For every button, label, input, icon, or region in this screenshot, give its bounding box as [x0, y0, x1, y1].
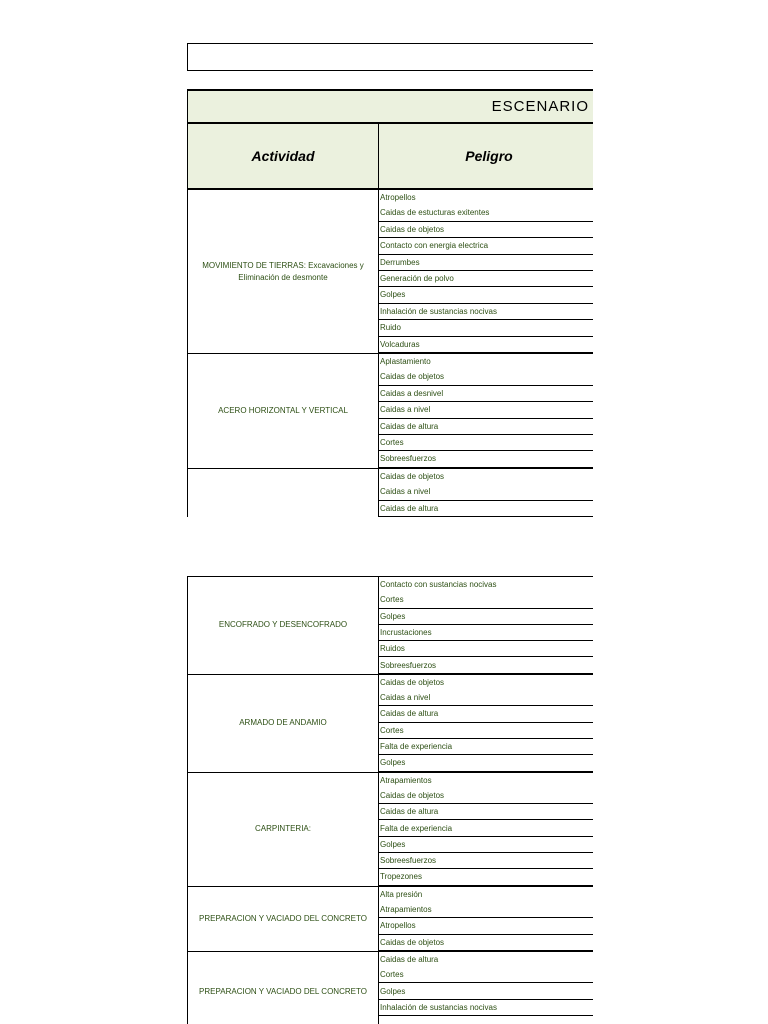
hazard-cell: Contacto con energia electrica — [378, 238, 593, 254]
hazard-cell: Caidas de altura — [378, 951, 593, 968]
hazard-cell: Atropellos — [378, 918, 593, 934]
activity-cell: PREPARACION Y VACIADO DEL CONCRETO — [187, 886, 379, 952]
activity-cell: ENCOFRADO Y DESENCOFRADO — [187, 576, 379, 675]
hazard-cell: Cortes — [378, 592, 593, 608]
hazard-cell: Inhalación de sustancias nocivas — [378, 304, 593, 320]
hazard-cell: Ruido — [378, 320, 593, 336]
hazard-cell: Sobreesfuerzos — [378, 451, 593, 467]
hazard-cell: Caidas de objetos — [378, 788, 593, 804]
column-header-peligro: Peligro — [378, 123, 593, 189]
hazard-cell: Alta presión — [378, 886, 593, 903]
hazard-cell: Golpes — [378, 837, 593, 853]
hazard-cell: Volcaduras — [378, 337, 593, 353]
hazard-cell — [378, 1016, 593, 1024]
hazard-cell: Cortes — [378, 967, 593, 983]
hazard-cell: Falta de experiencia — [378, 821, 593, 837]
hazard-cell: Caidas de objetos — [378, 468, 593, 485]
hazard-cell: Atrapamientos — [378, 902, 593, 918]
activity-cell: ARMADO DE ANDAMIO — [187, 674, 379, 773]
hazard-cell: Caidas de objetos — [378, 222, 593, 238]
document-page-2 — [187, 576, 593, 1024]
hazard-cell: Golpes — [378, 755, 593, 771]
activity-cell — [187, 468, 379, 517]
hazard-cell: Caidas de altura — [378, 501, 593, 517]
activity-cell: ACERO HORIZONTAL Y VERTICAL — [187, 353, 379, 469]
hazard-cell: Cortes — [378, 435, 593, 451]
hazard-cell: Ruidos — [378, 641, 593, 657]
hazard-cell: Caidas de objetos — [378, 674, 593, 691]
activity-cell: CARPINTERIA: — [187, 772, 379, 887]
column-header-actividad: Actividad — [187, 123, 379, 189]
hazard-cell: Falta de experiencia — [378, 739, 593, 755]
scenario-title: ESCENARIO — [491, 98, 589, 115]
hazard-cell: Contacto con sustancias nocivas — [378, 576, 593, 593]
hazard-cell: Golpes — [378, 287, 593, 303]
hazard-cell: Caidas de altura — [378, 419, 593, 435]
hazard-cell: Derrumbes — [378, 255, 593, 271]
document-page-1 — [187, 43, 593, 517]
hazard-cell: Caidas a desnivel — [378, 386, 593, 402]
hazard-cell: Inhalación de sustancias nocivas — [378, 1000, 593, 1016]
activity-cell: PREPARACION Y VACIADO DEL CONCRETO — [187, 951, 379, 1024]
hazard-cell: Incrustaciones — [378, 625, 593, 641]
hazard-cell: Golpes — [378, 609, 593, 625]
hazard-cell: Cortes — [378, 723, 593, 739]
activity-cell: MOVIMIENTO DE TIERRAS: Excavaciones y Eliminación de desmonte — [187, 189, 379, 354]
hazard-cell: Caidas de objetos — [378, 369, 593, 385]
hazard-cell: Caidas de altura — [378, 706, 593, 722]
hazard-cell: Caidas de objetos — [378, 935, 593, 951]
hazard-cell: Sobreesfuerzos — [378, 853, 593, 869]
hazard-cell: Generación de polvo — [378, 271, 593, 287]
hazard-cell: Caidas a nivel — [378, 402, 593, 418]
hazard-cell: Aplastamiento — [378, 353, 593, 370]
hazard-cell: Caidas a nivel — [378, 690, 593, 706]
hazard-cell: Atrapamientos — [378, 772, 593, 789]
hazard-cell: Tropezones — [378, 869, 593, 885]
hazard-cell: Caidas de estucturas exitentes — [378, 205, 593, 221]
header-input-box — [187, 43, 593, 71]
hazard-cell: Atropellos — [378, 189, 593, 206]
hazard-cell: Caidas a nivel — [378, 484, 593, 500]
hazard-cell: Sobreesfuerzos — [378, 658, 593, 674]
scenario-banner — [187, 89, 593, 123]
hazard-cell: Golpes — [378, 984, 593, 1000]
hazard-cell: Caidas de altura — [378, 804, 593, 820]
